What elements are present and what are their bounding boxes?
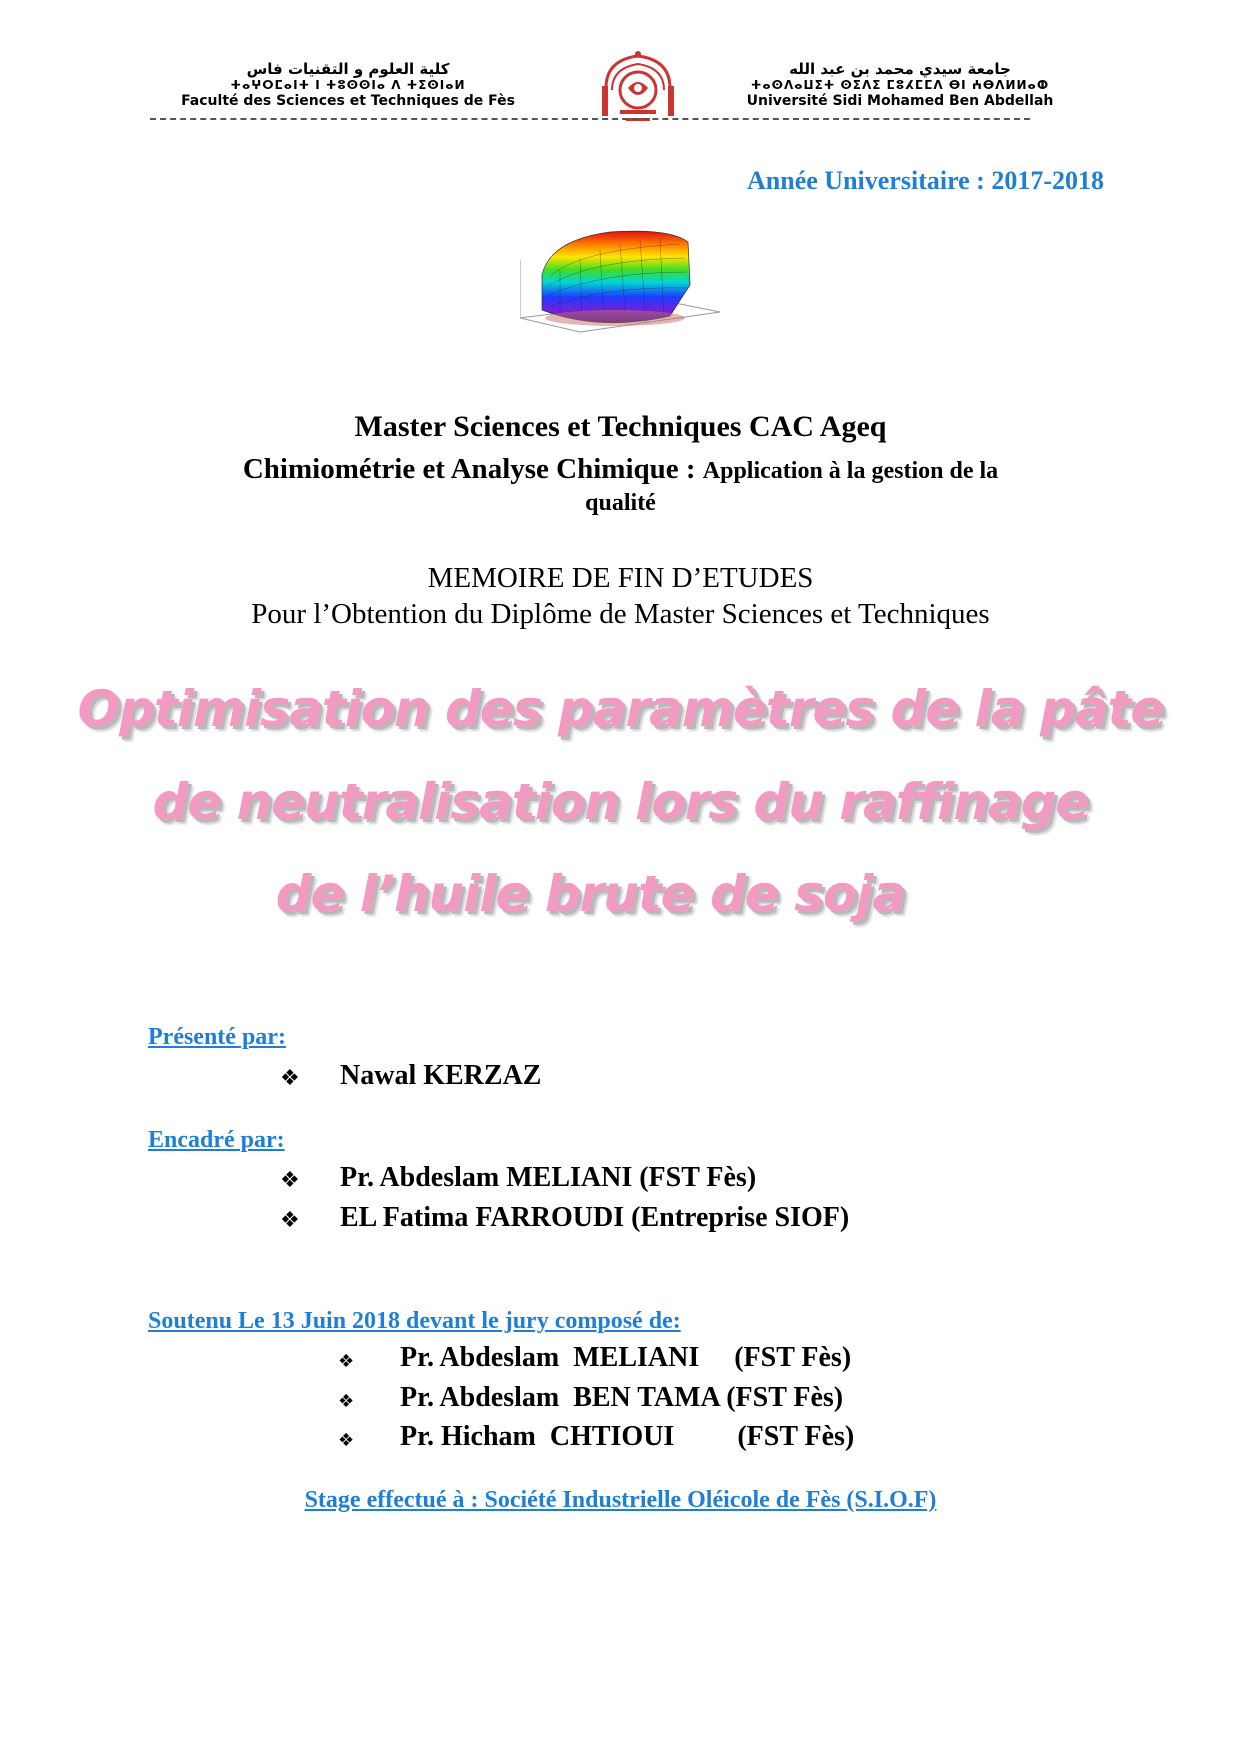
university-name-french: Université Sidi Mohamed Ben Abdellah bbox=[746, 93, 1054, 109]
master-specialty-sub: Application à la gestion de la bbox=[702, 458, 999, 484]
faculty-name-tifinagh: ⵜⴰⵖⵔⵎⴰⵏⵜ ⵏ ⵜⵓⵙⵙⵏⴰ ⴷ ⵜⵉⵙⵏⴰⵍ bbox=[230, 78, 466, 92]
bullet-icon: ❖ bbox=[280, 1208, 300, 1233]
internship-location: Stage effectué à : Société Industrielle Oléicole de Fès (S.I.O.F) bbox=[304, 1487, 937, 1513]
faculty-name-french: Faculté des Sciences et Techniques de Fès bbox=[181, 93, 515, 109]
supervisor-name: EL Fatima FARROUDI (Entreprise SIOF) bbox=[340, 1202, 850, 1233]
defense-label: Soutenu Le 13 Juin 2018 devant le jury composé de: bbox=[148, 1308, 681, 1334]
faculty-name-arabic: كلية العلوم و التقنيات فاس bbox=[246, 60, 450, 78]
bullet-icon: ❖ bbox=[338, 1351, 355, 1372]
master-specialty bbox=[0, 453, 1241, 486]
presented-by-label: Présenté par: bbox=[148, 1024, 286, 1050]
university-name-arabic: جامعة سيدي محمد بن عبد الله bbox=[789, 60, 1011, 78]
bullet-icon: ❖ bbox=[338, 1430, 355, 1451]
university-crest-icon bbox=[596, 48, 680, 126]
supervisor-name: Pr. Abdeslam MELIANI (FST Fès) bbox=[340, 1162, 757, 1193]
university-header bbox=[715, 60, 1085, 109]
bullet-icon: ❖ bbox=[338, 1391, 355, 1412]
jury-member: Pr. Abdeslam BEN TAMA (FST Fès) bbox=[400, 1382, 844, 1413]
jury-member: Pr. Hicham CHTIOUI (FST Fès) bbox=[400, 1421, 855, 1452]
jury-member: Pr. Abdeslam MELIANI (FST Fès) bbox=[400, 1342, 852, 1373]
bullet-icon: ❖ bbox=[280, 1066, 300, 1091]
memoire-purpose: Pour l’Obtention du Diplôme de Master Sciences et Techniques bbox=[251, 598, 990, 630]
master-specialty-main: Chimiométrie et Analyse Chimique : bbox=[242, 453, 696, 485]
master-specialty-end: qualité bbox=[585, 490, 656, 516]
university-name-tifinagh: ⵜⴰⵙⴷⴰⵡⵉⵜ ⵙⵉⴷⵉ ⵎⵓⵃⵎⵎⴷ ⴱⵏ ⵄⴱⴷⵍⵍⴰⵀ bbox=[750, 78, 1050, 92]
thesis-title-line-1: Optimisation des paramètres de la pâte bbox=[77, 680, 1164, 738]
faculty-header bbox=[128, 60, 568, 109]
memoire-title: MEMOIRE DE FIN D’ETUDES bbox=[427, 562, 814, 594]
academic-year: Année Universitaire : 2017-2018 bbox=[747, 166, 1104, 195]
thesis-title-line-3: de l’huile brute de soja bbox=[275, 865, 906, 923]
response-surface-3d-icon bbox=[520, 230, 720, 390]
thesis-title-line-2: de neutralisation lors du raffinage bbox=[152, 773, 1089, 831]
bullet-icon: ❖ bbox=[280, 1168, 300, 1193]
presenter-name: Nawal KERZAZ bbox=[340, 1060, 542, 1091]
header-divider bbox=[150, 118, 1030, 120]
supervised-by-label: Encadré par: bbox=[148, 1127, 285, 1153]
master-program: Master Sciences et Techniques CAC Ageq bbox=[354, 410, 887, 443]
